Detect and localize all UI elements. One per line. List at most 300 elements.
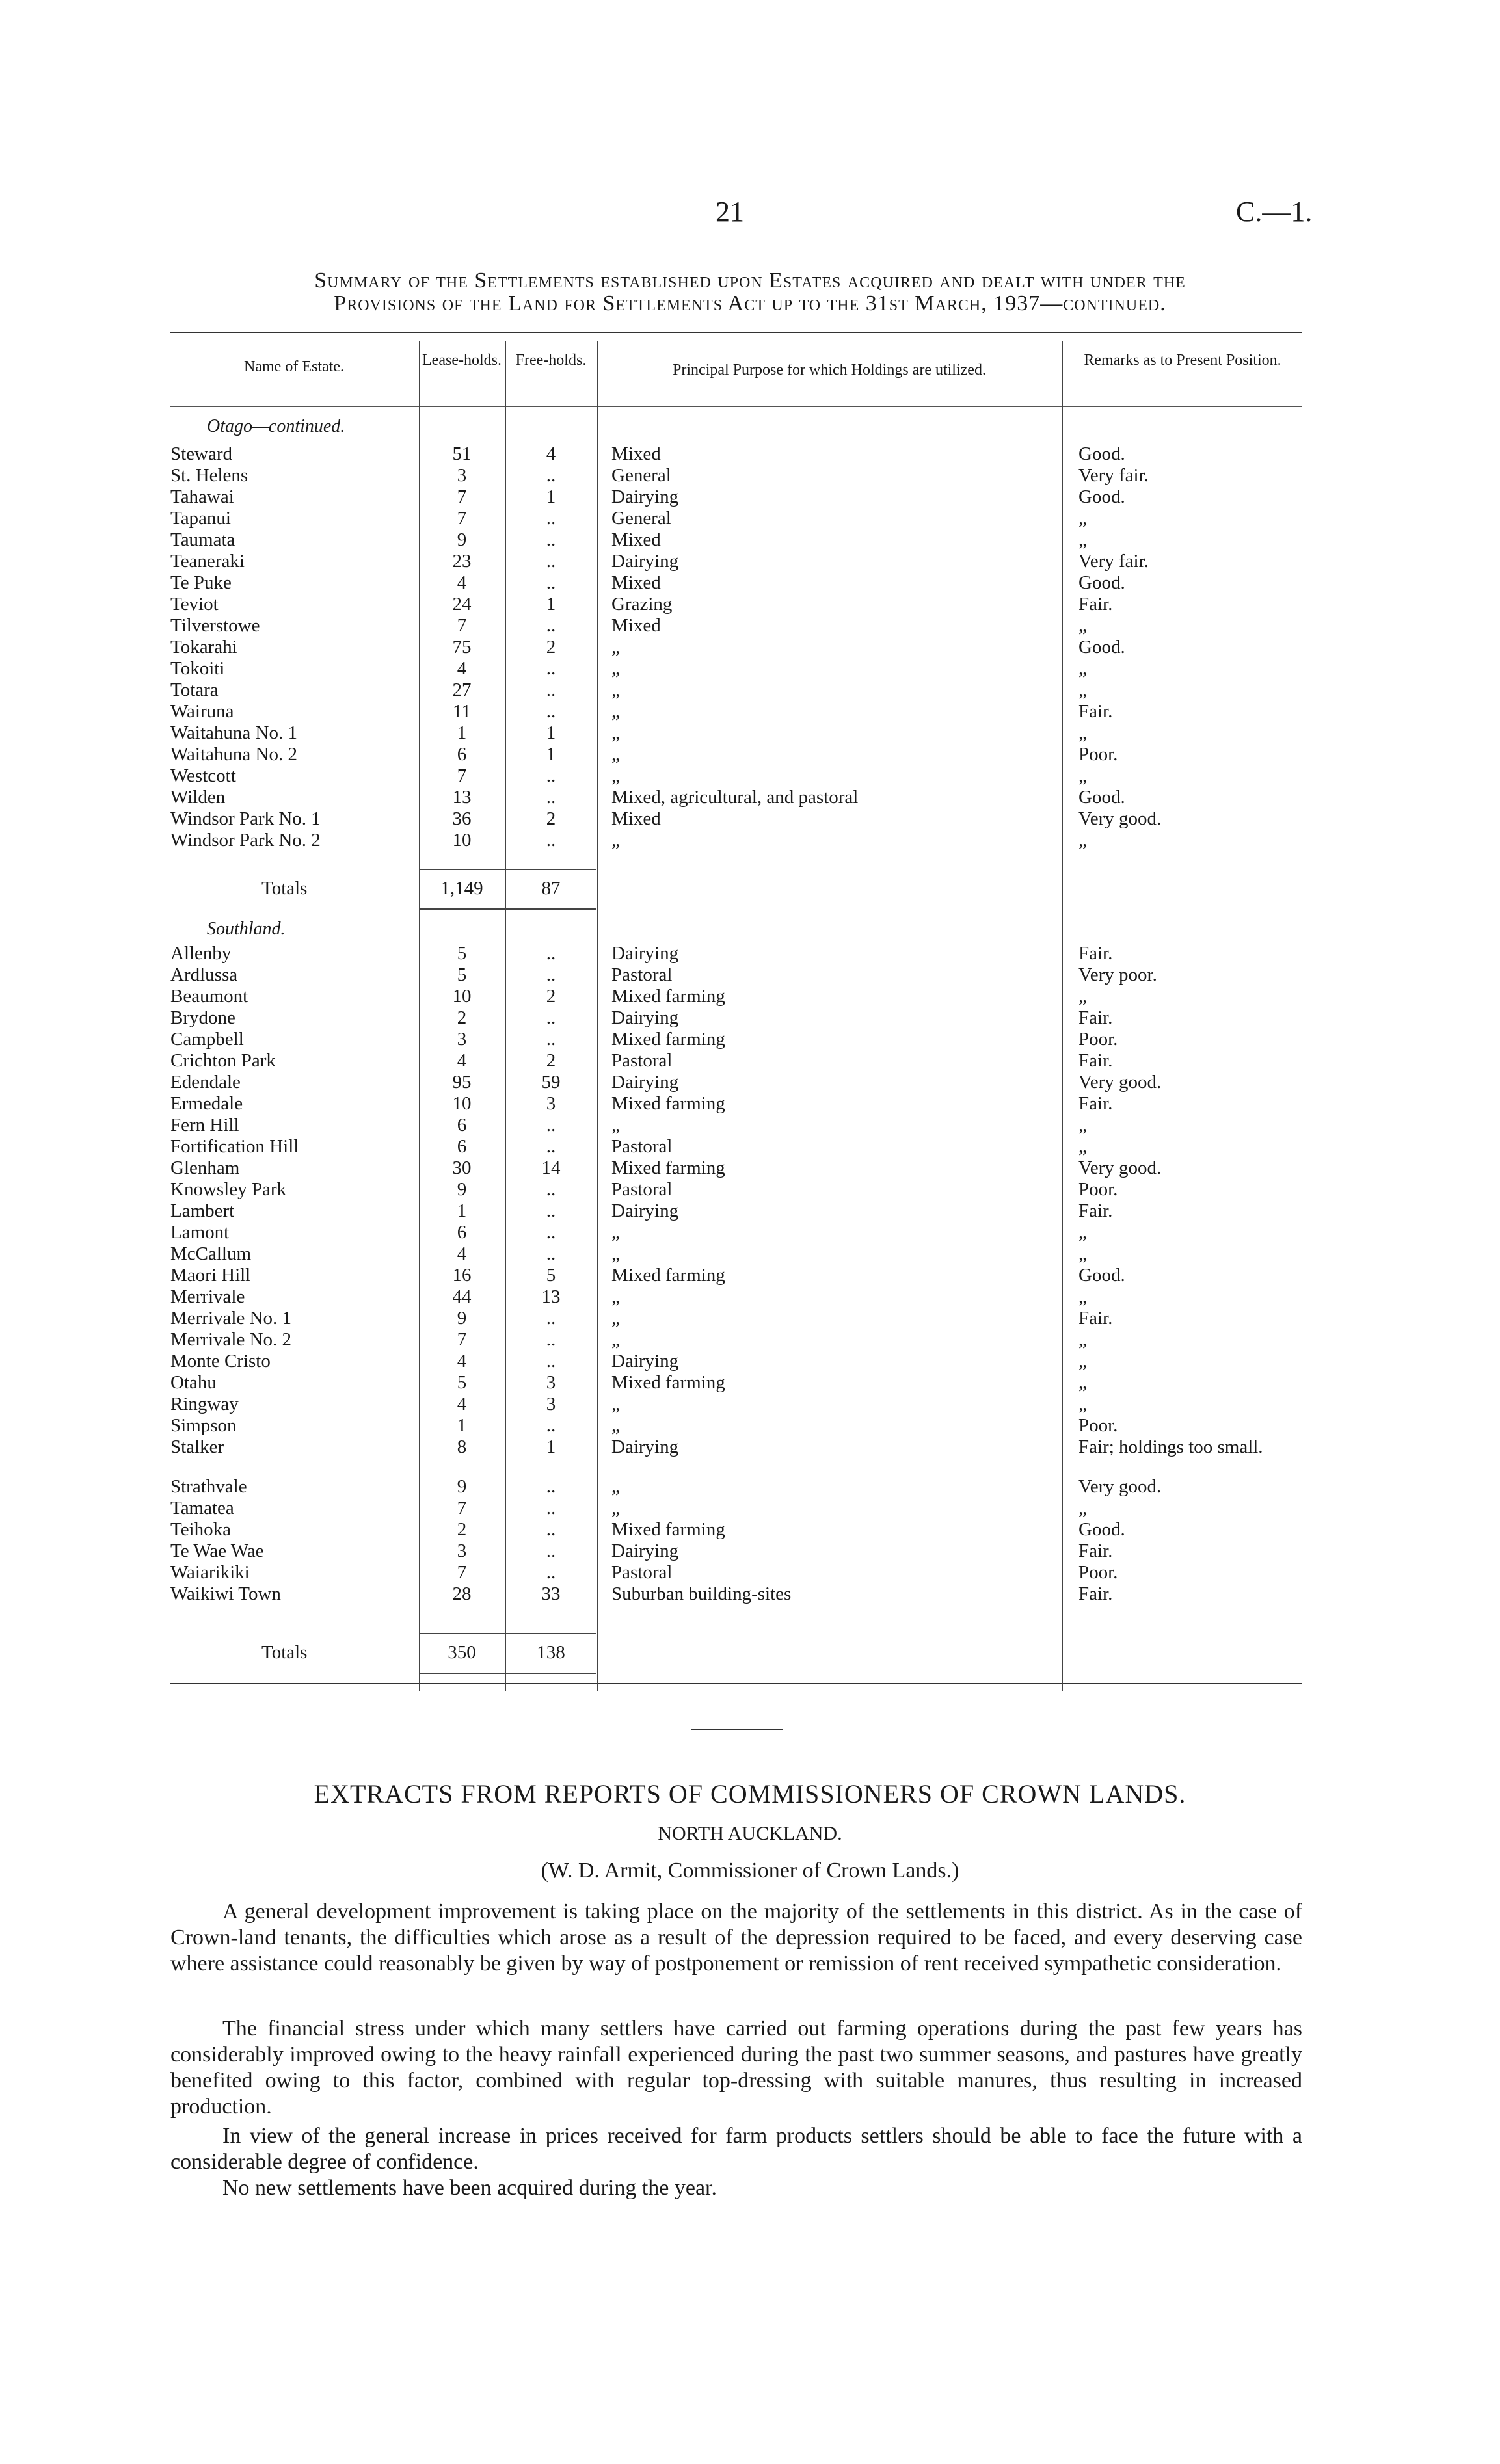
leaseholds-count: 30 <box>452 1158 472 1178</box>
purpose: „ <box>611 1308 620 1329</box>
freeholds-count: .. <box>546 787 556 808</box>
purpose: „ <box>611 765 620 786</box>
freeholds-count: .. <box>546 1415 556 1436</box>
table-row <box>170 615 1302 637</box>
estate-name: Merrivale No. 2 <box>170 1329 292 1350</box>
column-header-freeholds: Free-holds. <box>515 352 587 369</box>
table-row <box>170 1351 1302 1372</box>
table-row <box>170 808 1302 830</box>
table-row <box>170 1415 1302 1437</box>
purpose: Mixed farming <box>611 1372 725 1393</box>
column-header-remarks: Remarks as to Present Position. <box>1084 352 1281 369</box>
estate-name: Merrivale No. 1 <box>170 1308 292 1329</box>
leaseholds-count: 2 <box>457 1519 467 1540</box>
freeholds-count: 59 <box>541 1072 561 1093</box>
remarks: „ <box>1078 1498 1087 1518</box>
remarks: Very poor. <box>1078 964 1157 985</box>
purpose: Dairying <box>611 551 679 572</box>
remarks: Poor. <box>1078 1562 1118 1583</box>
table-row <box>170 744 1302 765</box>
remarks: Poor. <box>1078 1415 1118 1436</box>
freeholds-count: 2 <box>546 986 556 1007</box>
totals-row <box>170 878 1302 899</box>
freeholds-count: 4 <box>546 444 556 464</box>
purpose: „ <box>611 830 620 851</box>
freeholds-count: 2 <box>546 1050 556 1071</box>
table-row <box>170 787 1302 808</box>
remarks: Good. <box>1078 637 1125 657</box>
purpose: „ <box>611 1286 620 1307</box>
table-row <box>170 1072 1302 1093</box>
leaseholds-count: 6 <box>457 1136 467 1157</box>
freeholds-count: .. <box>546 680 556 700</box>
report-paragraph: No new settlements have been acquired during the year. <box>222 2176 717 2200</box>
freeholds-count: 2 <box>546 637 556 657</box>
freeholds-count: 13 <box>541 1286 561 1307</box>
freeholds-count: .. <box>546 572 556 593</box>
freeholds-count: 1 <box>546 744 556 765</box>
leaseholds-count: 6 <box>457 744 467 765</box>
remarks: „ <box>1078 680 1087 700</box>
remarks: „ <box>1078 658 1087 679</box>
leaseholds-count: 9 <box>457 1308 467 1329</box>
estate-name: Tamatea <box>170 1498 234 1518</box>
leaseholds-count: 4 <box>457 572 467 593</box>
remarks: Good. <box>1078 572 1125 593</box>
purpose: Dairying <box>611 1541 679 1561</box>
estate-name: Teaneraki <box>170 551 245 572</box>
table-row <box>170 1222 1302 1243</box>
remarks: „ <box>1078 1243 1087 1264</box>
estate-name: Stalker <box>170 1437 224 1457</box>
freeholds-count: .. <box>546 1541 556 1561</box>
purpose: General <box>611 508 671 529</box>
leaseholds-count: 7 <box>457 1498 467 1518</box>
region-heading: NORTH AUCKLAND. <box>658 1823 842 1844</box>
estate-name: Monte Cristo <box>170 1351 271 1371</box>
freeholds-count: .. <box>546 615 556 636</box>
estate-name: Tapanui <box>170 508 231 529</box>
purpose: Mixed farming <box>611 986 725 1007</box>
remarks: „ <box>1078 1394 1087 1414</box>
freeholds-count: .. <box>546 1476 556 1497</box>
leaseholds-count: 9 <box>457 1179 467 1200</box>
table-row <box>170 444 1302 465</box>
purpose: „ <box>611 1415 620 1436</box>
leaseholds-count: 5 <box>457 1372 467 1393</box>
freeholds-count: .. <box>546 765 556 786</box>
purpose: Mixed farming <box>611 1093 725 1114</box>
leaseholds-count: 5 <box>457 943 467 964</box>
freeholds-count: .. <box>546 1179 556 1200</box>
purpose: Suburban building-sites <box>611 1583 792 1604</box>
purpose: Dairying <box>611 1007 679 1028</box>
estate-name: Westcott <box>170 765 236 786</box>
freeholds-count: .. <box>546 1200 556 1221</box>
table-row <box>170 1093 1302 1115</box>
leaseholds-count: 6 <box>457 1115 467 1135</box>
totals-box <box>420 869 596 910</box>
freeholds-count: .. <box>546 1136 556 1157</box>
estate-name: Fortification Hill <box>170 1136 299 1157</box>
purpose: „ <box>611 1498 620 1518</box>
freeholds-count: 5 <box>546 1265 556 1286</box>
column-header-leaseholds: Lease-holds. <box>422 352 502 369</box>
section-heading: Southland. <box>207 919 286 939</box>
estate-name: Beaumont <box>170 986 248 1007</box>
estate-name: Lamont <box>170 1222 230 1243</box>
remarks: Fair; holdings too small. <box>1078 1437 1263 1457</box>
leaseholds-count: 10 <box>452 986 472 1007</box>
purpose: Dairying <box>611 486 679 507</box>
report-paragraph: The financial stress under which many settlers have carried out farming operations during the past few years has considerably improved owing to the heavy rainfall experienced during the past two summer seasons, and pastures have greatly benefited owing to this factor, combined with regular top-dressing with suitable manures, thus resulting in increased production. <box>170 2017 1302 2119</box>
estate-name: Windsor Park No. 1 <box>170 808 321 829</box>
estate-name: Te Puke <box>170 572 232 593</box>
estate-name: Ringway <box>170 1394 239 1414</box>
totals-box <box>420 1633 596 1674</box>
leaseholds-count: 28 <box>452 1583 472 1604</box>
purpose: Mixed <box>611 572 661 593</box>
leaseholds-count: 4 <box>457 1394 467 1414</box>
freeholds-count: 2 <box>546 808 556 829</box>
table-row <box>170 1115 1302 1136</box>
column-header-name: Name of Estate. <box>244 358 344 375</box>
remarks: „ <box>1078 508 1087 529</box>
table-bottom-rule <box>170 1683 1302 1684</box>
table-row <box>170 1136 1302 1158</box>
leaseholds-count: 3 <box>457 1541 467 1561</box>
remarks: Fair. <box>1078 1050 1113 1071</box>
table-row <box>170 1583 1302 1605</box>
estate-name: Tokoiti <box>170 658 225 679</box>
totals-freeholds: 138 <box>537 1642 565 1663</box>
purpose: Pastoral <box>611 1562 673 1583</box>
estate-name: Fern Hill <box>170 1115 239 1135</box>
estate-name: Te Wae Wae <box>170 1541 264 1561</box>
estate-name: Merrivale <box>170 1286 245 1307</box>
estate-name: Teihoka <box>170 1519 231 1540</box>
leaseholds-count: 3 <box>457 465 467 486</box>
remarks: Fair. <box>1078 1200 1113 1221</box>
estate-name: Maori Hill <box>170 1265 251 1286</box>
estate-name: Steward <box>170 444 233 464</box>
table-row <box>170 1329 1302 1351</box>
leaseholds-count: 16 <box>452 1265 472 1286</box>
table-row <box>170 1158 1302 1179</box>
purpose: Mixed farming <box>611 1265 725 1286</box>
table-row <box>170 572 1302 594</box>
section-heading: Otago—continued. <box>207 416 345 436</box>
table-row <box>170 1476 1302 1498</box>
remarks: Fair. <box>1078 1308 1113 1329</box>
estate-name: Ardlussa <box>170 964 238 985</box>
purpose: „ <box>611 701 620 722</box>
section-divider <box>691 1729 783 1730</box>
purpose: Mixed farming <box>611 1158 725 1178</box>
leaseholds-count: 95 <box>452 1072 472 1093</box>
freeholds-count: .. <box>546 551 556 572</box>
freeholds-count: .. <box>546 701 556 722</box>
remarks: „ <box>1078 1351 1087 1371</box>
remarks: Poor. <box>1078 1179 1118 1200</box>
remarks: Good. <box>1078 486 1125 507</box>
table-header-rule <box>170 406 1302 407</box>
purpose: „ <box>611 1329 620 1350</box>
table-row <box>170 943 1302 964</box>
estate-name: Teviot <box>170 594 219 615</box>
table-title-line-2: Provisions of the Land for Settlements Act up to the 31st March, 1937—continued. <box>334 291 1166 315</box>
table-row <box>170 1498 1302 1519</box>
leaseholds-count: 11 <box>453 701 471 722</box>
freeholds-count: 1 <box>546 1437 556 1457</box>
purpose: „ <box>611 1243 620 1264</box>
remarks: Good. <box>1078 787 1125 808</box>
estate-name: Knowsley Park <box>170 1179 287 1200</box>
purpose: Dairying <box>611 1072 679 1093</box>
freeholds-count: .. <box>546 830 556 851</box>
table-row <box>170 594 1302 615</box>
freeholds-count: .. <box>546 465 556 486</box>
estate-name: Allenby <box>170 943 232 964</box>
purpose: Pastoral <box>611 1050 673 1071</box>
table-row <box>170 680 1302 701</box>
purpose: Mixed, agricultural, and pastoral <box>611 787 859 808</box>
remarks: „ <box>1078 765 1087 786</box>
purpose: Dairying <box>611 1200 679 1221</box>
table-row <box>170 701 1302 722</box>
remarks: „ <box>1078 830 1087 851</box>
leaseholds-count: 4 <box>457 1351 467 1371</box>
leaseholds-count: 7 <box>457 486 467 507</box>
leaseholds-count: 9 <box>457 1476 467 1497</box>
leaseholds-count: 27 <box>452 680 472 700</box>
leaseholds-count: 8 <box>457 1437 467 1457</box>
remarks: „ <box>1078 986 1087 1007</box>
table-row <box>170 830 1302 851</box>
freeholds-count: 33 <box>541 1583 561 1604</box>
report-paragraph: In view of the general increase in prices received for farm products settlers should be able to face the future with a considerable degree of confidence. <box>170 2124 1302 2174</box>
leaseholds-count: 1 <box>457 1415 467 1436</box>
remarks: „ <box>1078 1286 1087 1307</box>
estate-name: Strathvale <box>170 1476 247 1497</box>
table-row <box>170 1286 1302 1308</box>
estate-name: Edendale <box>170 1072 241 1093</box>
freeholds-count: .. <box>546 1007 556 1028</box>
freeholds-count: .. <box>546 1519 556 1540</box>
leaseholds-count: 7 <box>457 508 467 529</box>
purpose: Grazing <box>611 594 673 615</box>
leaseholds-count: 51 <box>452 444 472 464</box>
table-row <box>170 465 1302 486</box>
table-row <box>170 1394 1302 1415</box>
freeholds-count: .. <box>546 1498 556 1518</box>
table-row <box>170 1308 1302 1329</box>
estate-name: Simpson <box>170 1415 237 1436</box>
purpose: Mixed <box>611 808 661 829</box>
purpose: „ <box>611 1476 620 1497</box>
report-paragraph: A general development improvement is taking place on the majority of the settlements in this district. As in the case of Crown-land tenants, the difficulties which arose as a result of the depression required to be faced, and every deserving case where assistance could reasonably be given by way of postponement or remission of rent received sympathetic consideration. <box>170 1900 1302 1976</box>
remarks: „ <box>1078 1372 1087 1393</box>
leaseholds-count: 36 <box>452 808 472 829</box>
table-row <box>170 658 1302 680</box>
freeholds-count: 1 <box>546 594 556 615</box>
purpose: Dairying <box>611 943 679 964</box>
purpose: „ <box>611 680 620 700</box>
freeholds-count: .. <box>546 1308 556 1329</box>
estate-name: Waiarikiki <box>170 1562 250 1583</box>
leaseholds-count: 7 <box>457 1562 467 1583</box>
leaseholds-count: 7 <box>457 615 467 636</box>
purpose: Dairying <box>611 1351 679 1371</box>
remarks: „ <box>1078 1136 1087 1157</box>
totals-label: Totals <box>261 1642 308 1663</box>
freeholds-count: 3 <box>546 1093 556 1114</box>
estate-name: McCallum <box>170 1243 252 1264</box>
remarks: „ <box>1078 615 1087 636</box>
table-row <box>170 1243 1302 1265</box>
table-row <box>170 1265 1302 1286</box>
estate-name: Glenham <box>170 1158 240 1178</box>
estate-name: Brydone <box>170 1007 235 1028</box>
remarks: Good. <box>1078 1265 1125 1286</box>
freeholds-count: .. <box>546 1243 556 1264</box>
leaseholds-count: 4 <box>457 1243 467 1264</box>
table-top-rule <box>170 332 1302 333</box>
remarks: „ <box>1078 1329 1087 1350</box>
table-row <box>170 1519 1302 1541</box>
remarks: Very good. <box>1078 1476 1162 1497</box>
estate-name: Waitahuna No. 2 <box>170 744 297 765</box>
remarks: Very fair. <box>1078 551 1149 572</box>
table-row <box>170 551 1302 572</box>
table-row <box>170 637 1302 658</box>
estate-name: Wilden <box>170 787 226 808</box>
remarks: „ <box>1078 722 1087 743</box>
leaseholds-count: 13 <box>452 787 472 808</box>
leaseholds-count: 7 <box>457 1329 467 1350</box>
purpose: „ <box>611 1394 620 1414</box>
purpose: „ <box>611 1222 620 1243</box>
estate-name: Tilverstowe <box>170 615 260 636</box>
purpose: „ <box>611 637 620 657</box>
leaseholds-count: 7 <box>457 765 467 786</box>
estate-name: Waitahuna No. 1 <box>170 722 297 743</box>
purpose: General <box>611 465 671 486</box>
estate-name: Waikiwi Town <box>170 1583 281 1604</box>
table-row <box>170 986 1302 1007</box>
freeholds-count: .. <box>546 1029 556 1050</box>
column-header-purpose: Principal Purpose for which Holdings are utilized. <box>673 362 986 378</box>
totals-freeholds: 87 <box>541 878 561 899</box>
table-row <box>170 1562 1302 1583</box>
purpose: Pastoral <box>611 1136 673 1157</box>
totals-leaseholds: 1,149 <box>440 878 483 899</box>
leaseholds-count: 5 <box>457 964 467 985</box>
freeholds-count: .. <box>546 1562 556 1583</box>
table-row <box>170 529 1302 551</box>
table-row <box>170 1050 1302 1072</box>
freeholds-count: .. <box>546 964 556 985</box>
purpose: „ <box>611 722 620 743</box>
purpose: Mixed <box>611 529 661 550</box>
freeholds-count: .. <box>546 529 556 550</box>
remarks: „ <box>1078 1222 1087 1243</box>
leaseholds-count: 24 <box>452 594 472 615</box>
remarks: Poor. <box>1078 1029 1118 1050</box>
table-row <box>170 1179 1302 1200</box>
purpose: Dairying <box>611 1437 679 1457</box>
freeholds-count: .. <box>546 658 556 679</box>
remarks: Poor. <box>1078 744 1118 765</box>
page-number: 21 <box>716 196 744 228</box>
freeholds-count: 3 <box>546 1394 556 1414</box>
leaseholds-count: 6 <box>457 1222 467 1243</box>
estate-name: Campbell <box>170 1029 244 1050</box>
freeholds-count: .. <box>546 1351 556 1371</box>
leaseholds-count: 3 <box>457 1029 467 1050</box>
leaseholds-count: 9 <box>457 529 467 550</box>
remarks: Good. <box>1078 1519 1125 1540</box>
freeholds-count: 1 <box>546 486 556 507</box>
estate-name: Crichton Park <box>170 1050 276 1071</box>
totals-label: Totals <box>261 878 308 899</box>
table-row <box>170 1007 1302 1029</box>
purpose: Mixed <box>611 444 661 464</box>
remarks: „ <box>1078 1115 1087 1135</box>
leaseholds-count: 4 <box>457 658 467 679</box>
table-row <box>170 765 1302 787</box>
remarks: Good. <box>1078 444 1125 464</box>
remarks: „ <box>1078 529 1087 550</box>
leaseholds-count: 75 <box>452 637 472 657</box>
remarks: Fair. <box>1078 701 1113 722</box>
estate-name: Otahu <box>170 1372 217 1393</box>
table-row <box>170 964 1302 986</box>
totals-leaseholds: 350 <box>448 1642 476 1663</box>
freeholds-count: .. <box>546 1329 556 1350</box>
remarks: Very good. <box>1078 1158 1162 1178</box>
estate-name: Totara <box>170 680 219 700</box>
table-row <box>170 1200 1302 1222</box>
remarks: Fair. <box>1078 1093 1113 1114</box>
table-row <box>170 1541 1302 1562</box>
estate-name: St. Helens <box>170 465 248 486</box>
commissioner-line: (W. D. Armit, Commissioner of Crown Lands.) <box>541 1859 959 1883</box>
remarks: Very good. <box>1078 808 1162 829</box>
estate-name: Tokarahi <box>170 637 237 657</box>
table-row <box>170 508 1302 529</box>
leaseholds-count: 10 <box>452 830 472 851</box>
purpose: „ <box>611 744 620 765</box>
document-code: C.—1. <box>1236 196 1313 228</box>
table-row <box>170 1372 1302 1394</box>
remarks: Fair. <box>1078 1541 1113 1561</box>
freeholds-count: 3 <box>546 1372 556 1393</box>
leaseholds-count: 4 <box>457 1050 467 1071</box>
freeholds-count: 1 <box>546 722 556 743</box>
purpose: Mixed farming <box>611 1029 725 1050</box>
freeholds-count: .. <box>546 1115 556 1135</box>
remarks: Fair. <box>1078 1007 1113 1028</box>
purpose: „ <box>611 658 620 679</box>
freeholds-count: .. <box>546 1222 556 1243</box>
estate-name: Taumata <box>170 529 235 550</box>
table-row <box>170 722 1302 744</box>
leaseholds-count: 44 <box>452 1286 472 1307</box>
leaseholds-count: 10 <box>452 1093 472 1114</box>
leaseholds-count: 1 <box>457 722 467 743</box>
remarks: Fair. <box>1078 594 1113 615</box>
